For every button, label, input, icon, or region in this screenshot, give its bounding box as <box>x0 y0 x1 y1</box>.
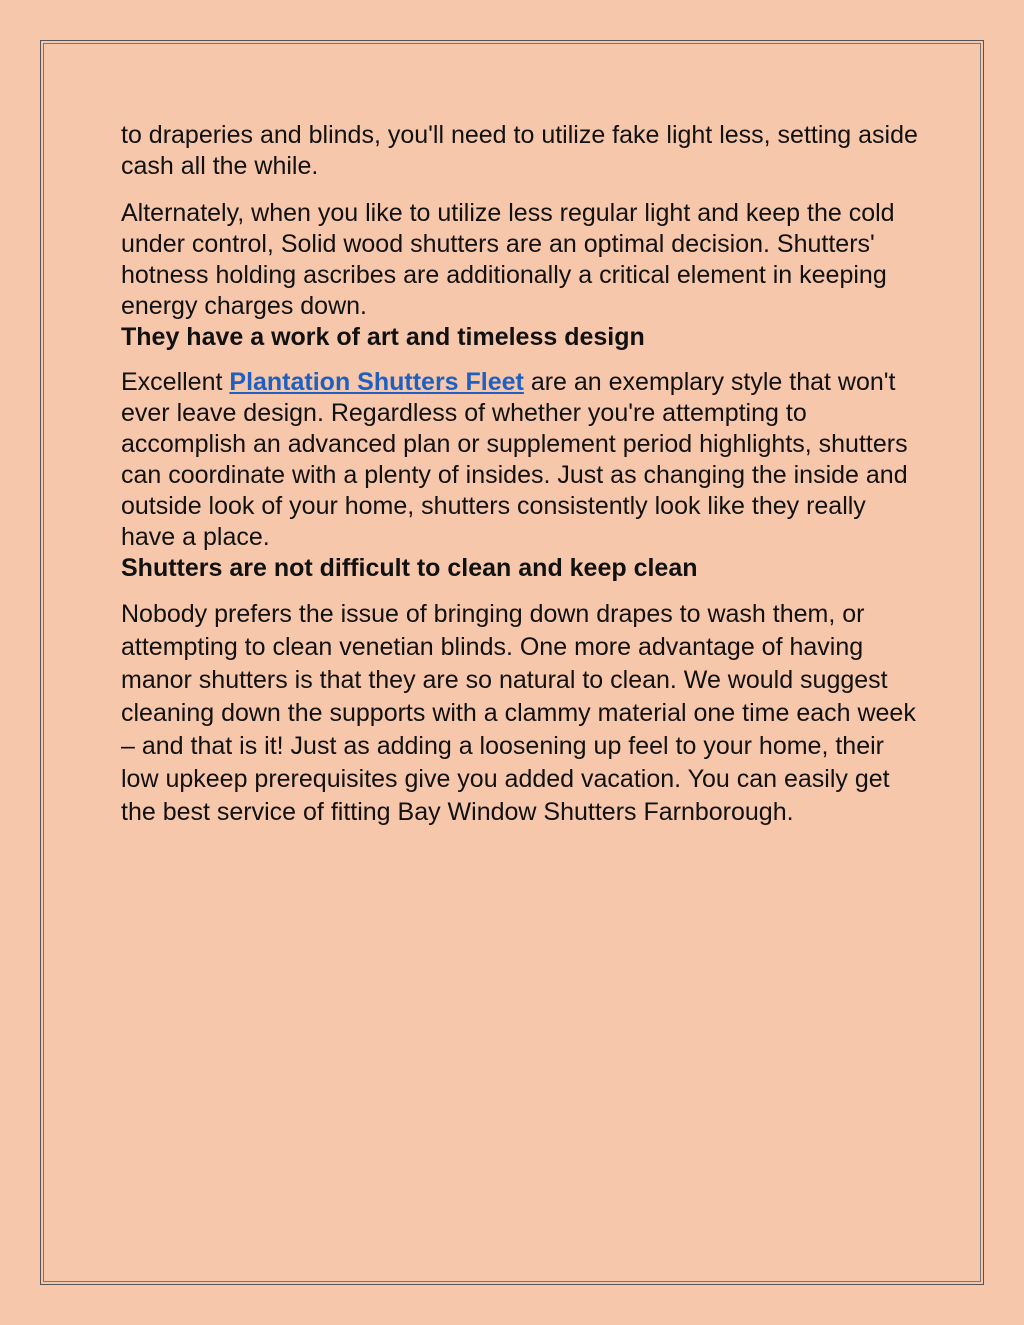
plantation-shutters-fleet-link[interactable]: Plantation Shutters Fleet <box>229 368 524 396</box>
heading-easy-to-clean: Shutters are not difficult to clean and keep clean <box>121 554 698 582</box>
paragraph-nobody-prefers: Nobody prefers the issue of bringing down drapes to wash them, or attempting to clean venetian blinds. One more advantage of having manor shutters is that they are so natural to clean. We would suggest cleaning down the supports with a clammy material one time each week – and that is it! Just as adding a loosening up feel to your home, their low upkeep prerequisites give you added vacation. You can easily get the best service of fitting Bay Window Shutters Farnborough. <box>121 600 916 826</box>
paragraph-excellent-rest: are an exemplary style that won't ever leave design. Regardless of whether you're attempting to accomplish an advanced plan or supplement period highlights, shutters can coordinate with a plenty of insides. Just as changing the inside and outside look of your home, shutters consistently look like they really have a place. <box>121 368 908 551</box>
paragraph-excellent-lead: Excellent <box>121 368 230 396</box>
paragraph-alternately: Alternately, when you like to utilize less regular light and keep the cold under control, Solid wood shutters are an optimal decision. Shutters' hotness holding ascribes are additionally a critical element in keeping energy charges down. <box>121 199 895 320</box>
heading-timeless-design: They have a work of art and timeless design <box>121 323 645 351</box>
paragraph-intro: to draperies and blinds, you'll need to utilize fake light less, setting aside cash all the while. <box>121 121 918 180</box>
paragraph-excellent <box>121 367 921 553</box>
document-body <box>121 120 921 829</box>
